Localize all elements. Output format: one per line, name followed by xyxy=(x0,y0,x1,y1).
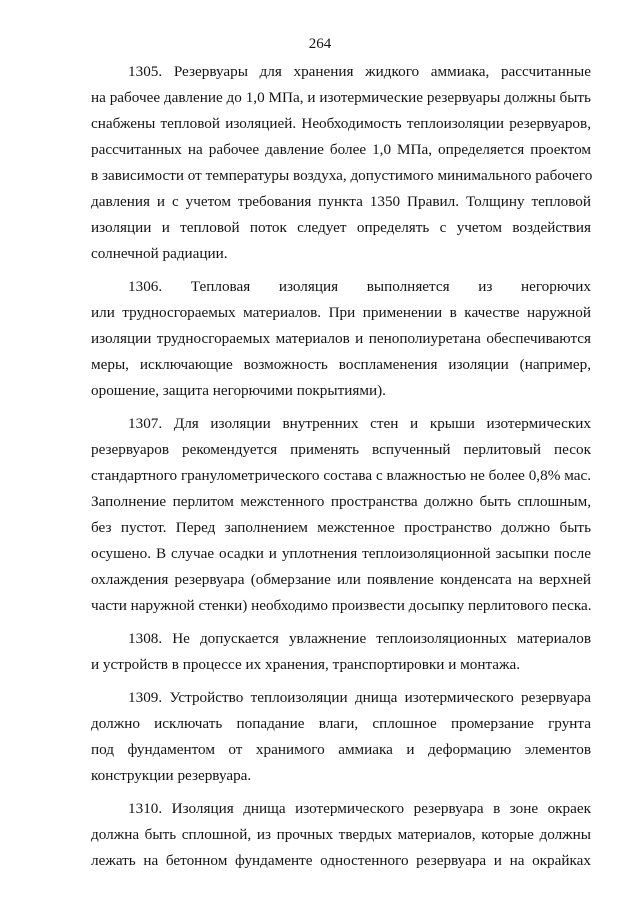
text-line: 1307. Для изоляции внутренних стен и крыши изотермических xyxy=(128,415,591,432)
paragraph xyxy=(91,274,591,404)
text-line: снабжены тепловой изоляцией. Необходимость теплоизоляции резервуаров, xyxy=(91,115,591,132)
text-line: под фундаментом от хранимого аммиака и деформацию элементов xyxy=(91,741,591,758)
text-line: рассчитанных на рабочее давление более 1,0 МПа, определяется проектом xyxy=(91,141,591,158)
text-line: изоляции и тепловой поток следует определять с учетом воздействия xyxy=(91,219,591,236)
paragraph xyxy=(91,626,591,678)
text-line: Заполнение перлитом межстенного пространства должно быть сплошным, xyxy=(91,493,591,510)
text-line: в зависимости от температуры воздуха, допустимого минимального рабочего xyxy=(91,167,593,184)
text-line: резервуаров рекомендуется применять вспученный перлитовый песок xyxy=(91,441,591,458)
text-line: без пустот. Перед заполнением межстенное пространство должно быть xyxy=(91,519,591,536)
text-line: на рабочее давление до 1,0 МПа, и изотермические резервуары должны быть xyxy=(91,89,591,106)
text-line: конструкции резервуара. xyxy=(91,767,252,784)
paragraph xyxy=(91,59,591,267)
text-line: и устройств в процессе их хранения, транспортировки и монтажа. xyxy=(91,656,521,673)
text-line: орошение, защита негорючими покрытиями). xyxy=(91,382,386,399)
text-line: лежать на бетонном фундаменте одностенного резервуара и на окрайках xyxy=(91,852,591,869)
text-line: должна быть сплошной, из прочных твердых материалов, которые должны xyxy=(91,826,591,843)
text-line: меры, исключающие возможность воспламенения изоляции (например, xyxy=(91,356,591,373)
text-line: 1308. Не допускается увлажнение теплоизоляционных материалов xyxy=(128,630,591,647)
text-line: охлаждения резервуара (обмерзание или появление конденсата на верхней xyxy=(91,571,591,588)
text-line: стандартного гранулометрического состава с влажностью не более 0,8% мас. xyxy=(91,467,591,484)
paragraph xyxy=(91,685,591,789)
paragraph xyxy=(91,796,591,874)
text-line: 1306. Тепловая изоляция выполняется из негорючих xyxy=(128,278,591,295)
page-number: 264 xyxy=(308,36,332,52)
text-line: 1305. Резервуары для хранения жидкого аммиака, рассчитанные xyxy=(128,63,591,80)
text-line: осушено. В случае осадки и уплотнения теплоизоляционной засыпки после xyxy=(91,545,591,562)
body-text xyxy=(91,59,591,881)
text-line: 1309. Устройство теплоизоляции днища изотермического резервуара xyxy=(128,689,591,706)
text-line: должно исключать попадание влаги, сплошное промерзание грунта xyxy=(91,715,591,732)
text-line: изоляции трудносгораемых материалов и пенополиуретана обеспечиваются xyxy=(91,330,591,347)
text-line: давления и с учетом требования пункта 1350 Правил. Толщину тепловой xyxy=(91,193,591,210)
text-line: части наружной стенки) необходимо произвести досыпку перлитового песка. xyxy=(91,597,592,614)
text-line: или трудносгораемых материалов. При применении в качестве наружной xyxy=(91,304,591,321)
text-line: 1310. Изоляция днища изотермического резервуара в зоне окраек xyxy=(128,800,591,817)
text-line: солнечной радиации. xyxy=(91,245,228,262)
paragraph xyxy=(91,411,591,619)
